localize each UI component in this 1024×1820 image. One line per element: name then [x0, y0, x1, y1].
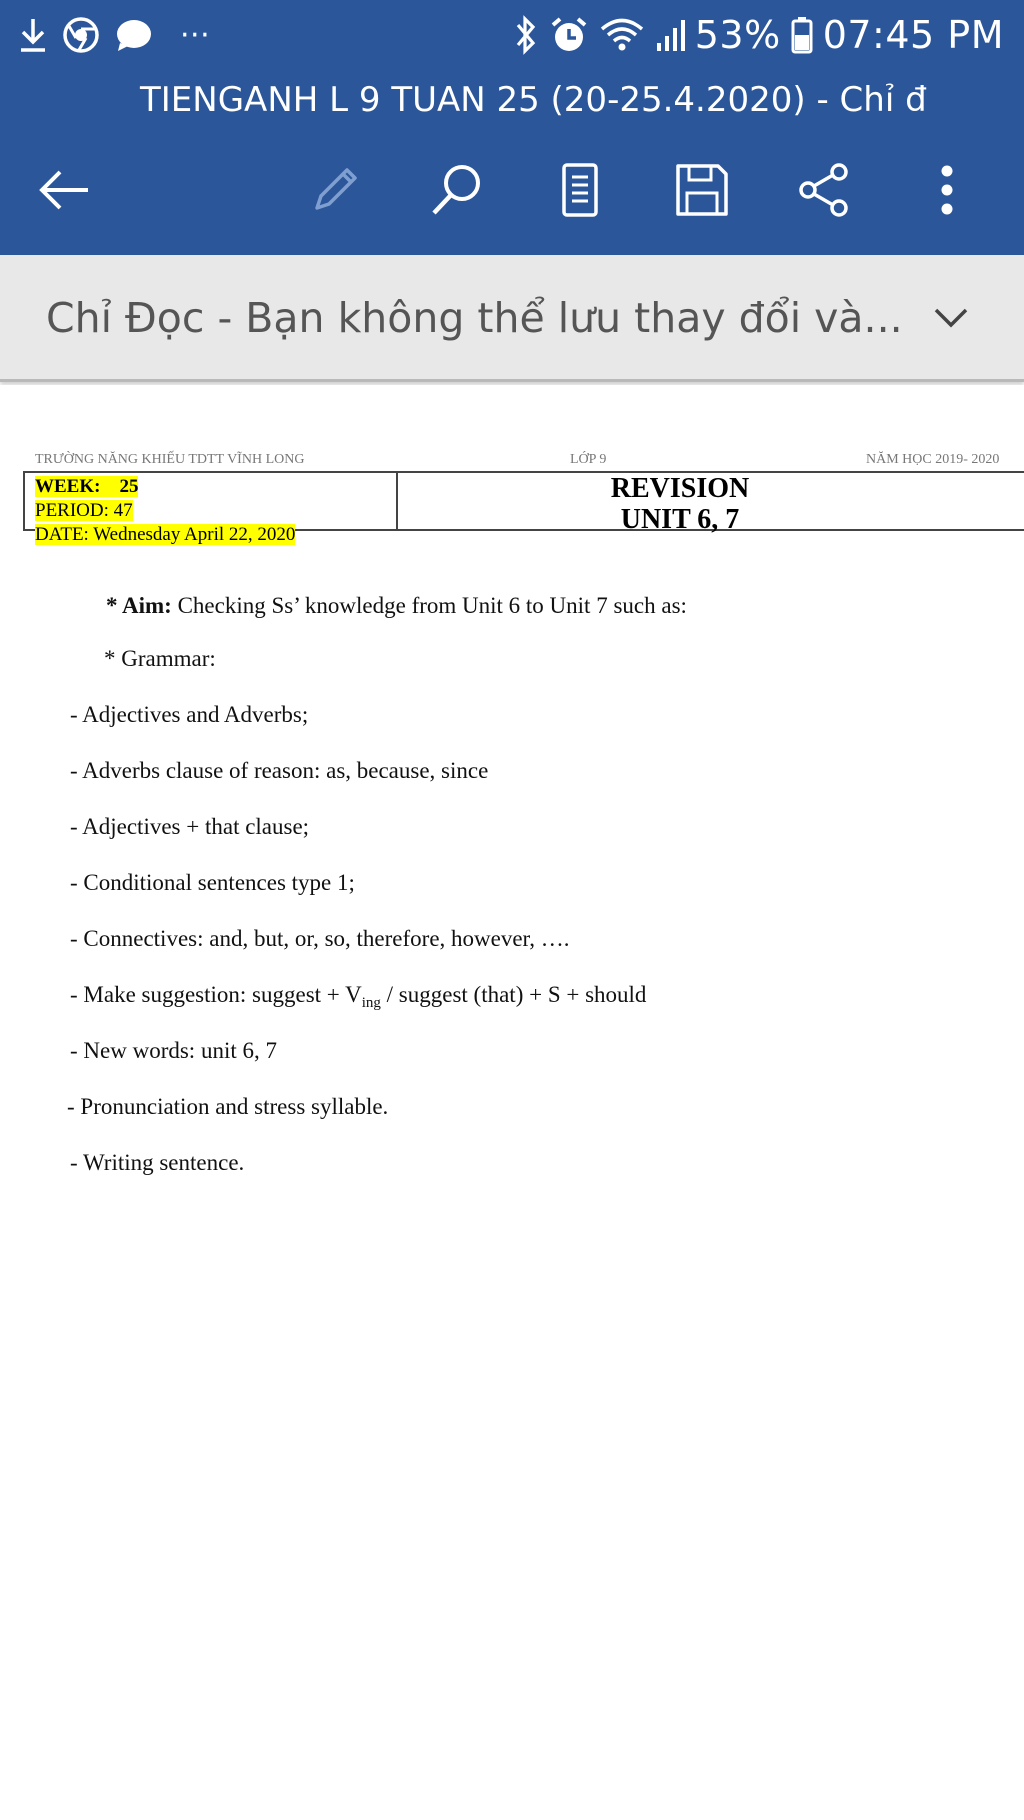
- edit-button[interactable]: [303, 158, 367, 222]
- aim-label: * Aim:: [106, 593, 172, 618]
- share-button[interactable]: [792, 158, 856, 222]
- edit-icon: [307, 162, 363, 218]
- list-item: - Adjectives + that clause;: [70, 814, 310, 839]
- toolbar: [0, 140, 1024, 240]
- signal-icon: [655, 17, 685, 53]
- school-name: TRƯỜNG NĂNG KHIẾU TDTT VĨNH LONG: [35, 452, 305, 467]
- list-item: - Connectives: and, but, or, so, therefore, however, ….: [70, 926, 570, 951]
- heading-revision: REVISION: [610, 473, 750, 504]
- expand-banner-button[interactable]: [926, 293, 976, 343]
- save-icon: [673, 161, 731, 219]
- list-item: - Writing sentence.: [70, 1150, 245, 1175]
- bluetooth-icon: [513, 15, 539, 55]
- suggestion-subscript: ing: [361, 995, 381, 1011]
- battery-icon: [791, 16, 813, 54]
- week-value: 25: [119, 476, 139, 497]
- more-options-button[interactable]: [915, 158, 979, 222]
- download-icon: [18, 17, 48, 53]
- read-only-banner[interactable]: [0, 255, 1024, 382]
- list-item: [70, 982, 646, 1012]
- heading-units: UNIT 6, 7: [620, 504, 740, 535]
- suggestion-text: - Make suggestion: suggest + V: [70, 982, 362, 1007]
- list-item: - Adverbs clause of reason: as, because, since: [70, 758, 489, 783]
- week-label: WEEK:: [35, 476, 101, 497]
- document-page[interactable]: [0, 385, 1024, 1820]
- lesson-date: DATE: Wednesday April 22, 2020: [35, 524, 296, 545]
- chrome-icon: [62, 16, 100, 54]
- back-button[interactable]: [32, 158, 96, 222]
- chevron-down-icon: [933, 307, 969, 329]
- more-notifications-icon: ···: [180, 17, 211, 53]
- school-year: NĂM HỌC 2019- 2020: [866, 452, 1000, 467]
- status-bar: [0, 0, 1024, 70]
- search-button[interactable]: [425, 158, 489, 222]
- save-button[interactable]: [670, 158, 734, 222]
- messenger-icon: [114, 17, 154, 53]
- aim-text: Checking Ss’ knowledge from Unit 6 to Unit 7 such as:: [177, 593, 687, 618]
- reading-view-icon: [558, 161, 602, 219]
- list-item: - Pronunciation and stress syllable.: [67, 1094, 389, 1119]
- grammar-heading: * Grammar:: [104, 646, 216, 671]
- lesson-heading: [400, 473, 960, 535]
- app-header: [0, 0, 1024, 255]
- document-title: TIENGANH L 9 TUAN 25 (20-25.4.2020) - Chỉ đ: [140, 80, 927, 120]
- grade-label: LỚP 9: [570, 452, 607, 467]
- list-item: - Conditional sentences type 1;: [70, 870, 355, 895]
- list-item: - Adjectives and Adverbs;: [70, 702, 309, 727]
- share-icon: [795, 161, 853, 219]
- list-item: - New words: unit 6, 7: [70, 1038, 277, 1063]
- battery-percent: 53%: [694, 13, 781, 57]
- wifi-icon: [599, 16, 645, 54]
- period-info: PERIOD: 47: [35, 500, 133, 521]
- suggestion-tail: / suggest (that) + S + should: [380, 982, 647, 1007]
- lesson-info: [25, 473, 398, 545]
- aim-line: [106, 593, 687, 619]
- header-table: [23, 471, 1024, 545]
- read-only-message: Chỉ Đọc - Bạn không thể lưu thay đổi và...: [46, 294, 903, 342]
- alarm-icon: [549, 15, 589, 55]
- back-icon: [36, 162, 92, 218]
- clock: 07:45 PM: [822, 13, 1004, 57]
- reading-view-button[interactable]: [548, 158, 612, 222]
- more-icon: [937, 162, 957, 218]
- search-icon: [428, 161, 486, 219]
